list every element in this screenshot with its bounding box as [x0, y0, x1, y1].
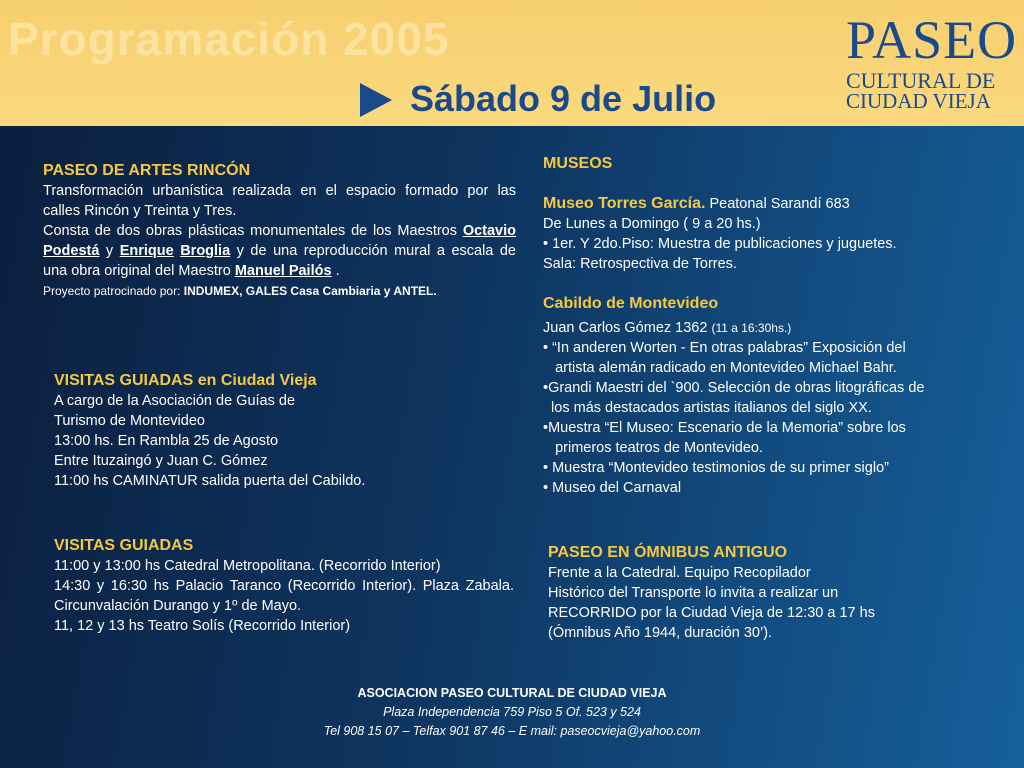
section-omnibus — [548, 543, 1008, 643]
text-fragment: y de una reproducción mural a escala de una obra original del Maestro — [43, 243, 516, 279]
section-visitas-guiadas — [54, 536, 514, 636]
sponsor-names: INDUMEX, GALES Casa Cambiaria y ANTEL. — [183, 284, 437, 298]
section-title: PASEO DE ARTES RINCÓN — [43, 162, 251, 179]
museum-name: Museo Torres García — [543, 195, 701, 212]
spacer — [543, 174, 1003, 194]
museum-address: Juan Carlos Gómez 1362 — [543, 320, 712, 336]
museum-hours: De Lunes a Domingo ( 9 a 20 hs.) — [543, 216, 761, 232]
section-title: VISITAS GUIADAS — [54, 537, 194, 554]
list-item: 14:30 y 16:30 hs Palacio Taranco (Recorrido Interior). Plaza Zabala. Circunvalación Durango y 1º de Mayo. — [54, 578, 514, 614]
list-item: • 1er. Y 2do.Piso: Muestra de publicaciones y juguetes. — [543, 236, 897, 252]
main-content — [0, 126, 1024, 768]
list-item: (Ómnibus Año 1944, duración 30’). — [548, 625, 773, 641]
event-date-title: Sábado 9 de Julio — [410, 78, 717, 119]
text-fragment: Consta de dos obras plásticas monumentales de los Maestros — [43, 223, 463, 239]
artist-link[interactable]: Manuel Pailós — [234, 263, 332, 279]
footer-address: Plaza Independencia 759 Piso 5 Of. 523 y 524 — [383, 705, 641, 719]
logo-line-2: CULTURAL DE — [846, 68, 996, 93]
list-item: 13:00 hs. En Rambla 25 de Agosto — [54, 433, 279, 449]
footer-contact: Tel 908 15 07 – Telfax 901 87 46 – E mail: paseocvieja@yahoo.com — [323, 724, 701, 738]
list-item: Turismo de Montevideo — [54, 413, 205, 429]
museum-hours: (11 a 16:30hs.) — [711, 321, 792, 335]
museum-address-line — [543, 318, 1003, 338]
section-title: MUSEOS — [543, 155, 613, 172]
text-fragment: . — [700, 195, 706, 212]
list-item: 11:00 hs CAMINATUR salida puerta del Cabildo. — [54, 473, 366, 489]
footer-org: ASOCIACION PASEO CULTURAL DE CIUDAD VIEJA — [357, 686, 667, 700]
artist-link[interactable]: Octavio Podestá — [43, 223, 516, 259]
museum-heading — [543, 194, 1003, 214]
logo-line-1: PASEO — [846, 10, 1018, 70]
museum-name: Cabildo de Montevideo — [543, 295, 719, 312]
list-item: primeros teatros de Montevideo. — [543, 440, 764, 456]
list-item: artista alemán radicado en Montevideo Michael Bahr. — [543, 360, 897, 376]
text-fragment: y — [99, 243, 120, 259]
list-item: • Museo del Carnaval — [543, 480, 682, 496]
list-item: 11:00 y 13:00 hs Catedral Metropolitana. (Recorrido Interior) — [54, 558, 441, 574]
text-fragment: . — [331, 263, 340, 279]
list-item: •Muestra “El Museo: Escenario de la Memoria” sobre los — [543, 420, 906, 436]
list-item: A cargo de la Asociación de Guías de — [54, 393, 296, 409]
header-band — [0, 0, 1024, 126]
list-item: Sala: Retrospectiva de Torres. — [543, 256, 737, 272]
section-title: VISITAS GUIADAS en Ciudad Vieja — [54, 372, 317, 389]
spacer — [543, 274, 1003, 294]
paseo-cultural-logo — [840, 10, 1020, 120]
page-title: Programación 2005 — [8, 13, 450, 65]
section-museos — [543, 154, 1003, 498]
list-item: los más destacados artistas italianos del siglo XX. — [543, 400, 872, 416]
section-paseo-artes — [43, 161, 516, 301]
list-item: • Muestra “Montevideo testimonios de su primer siglo” — [543, 460, 889, 476]
sponsor-label: Proyecto patrocinado por: — [43, 284, 184, 298]
list-item: Entre Ituzaingó y Juan C. Gómez — [54, 453, 268, 469]
logo-line-3: CIUDAD VIEJA — [846, 89, 991, 113]
sponsor-line — [43, 281, 516, 301]
list-item: Frente a la Catedral. Equipo Recopilador — [548, 565, 811, 581]
artist-link[interactable]: Broglia — [180, 243, 231, 259]
footer — [212, 684, 812, 741]
list-item: • “In anderen Worten - En otras palabras” Exposición del — [543, 340, 906, 356]
paragraph: Transformación urbanística realizada en el espacio formado por las calles Rincón y Treinta y Tres. — [43, 183, 516, 219]
museum-address: Peatonal Sarandí 683 — [705, 196, 850, 212]
artist-link[interactable]: Enrique — [119, 243, 174, 259]
list-item: 11, 12 y 13 hs Teatro Solís (Recorrido Interior) — [54, 618, 351, 634]
section-title: PASEO EN ÓMNIBUS ANTIGUO — [548, 544, 788, 561]
list-item: •Grandi Maestri del `900. Selección de obras litográficas de — [543, 380, 925, 396]
list-item: Histórico del Transporte lo invita a realizar un — [548, 585, 839, 601]
arrow-right-icon — [360, 83, 392, 117]
paragraph — [43, 221, 516, 281]
list-item: RECORRIDO por la Ciudad Vieja de 12:30 a 17 hs — [548, 605, 875, 621]
section-visitas-ciudad-vieja — [54, 371, 514, 491]
